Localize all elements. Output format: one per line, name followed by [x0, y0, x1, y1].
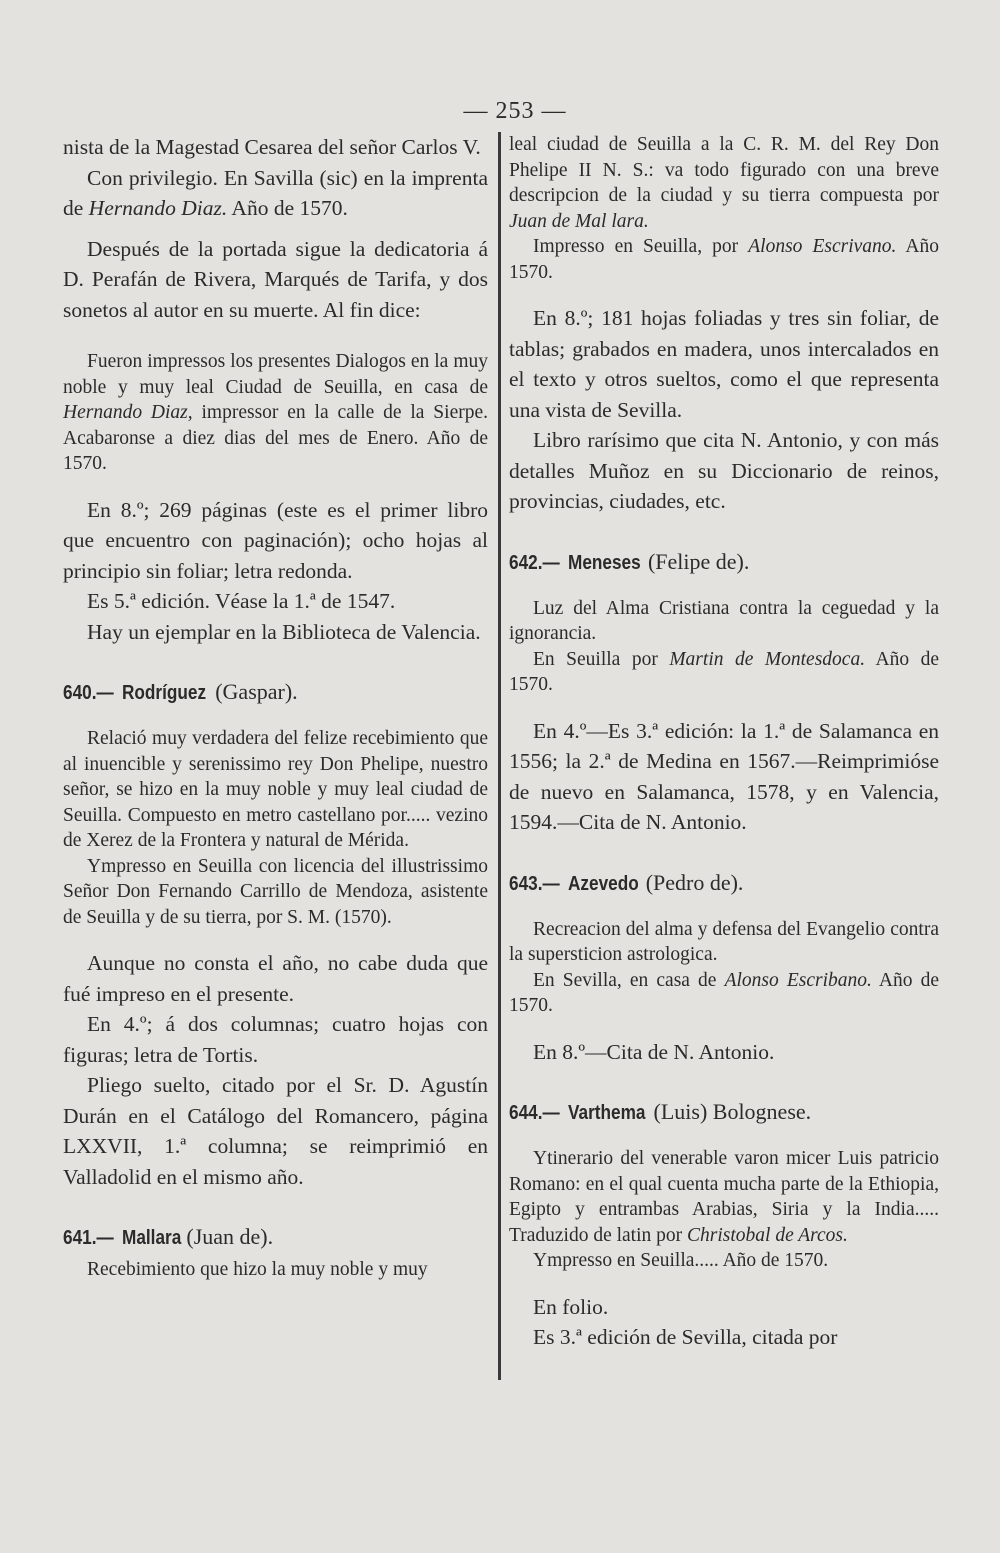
imprint: Impresso en Seuilla, por Alonso Escrivano. Año 1570. — [509, 236, 940, 283]
translator-name: Christobal de Arcos. — [687, 1224, 848, 1246]
printer-name: Hernando Diaz, — [63, 402, 193, 423]
paragraph: Libro rarísimo que cita N. Antonio, y con más detalles Muñoz en su Diccionario de reinos, provincias, ciudades, etc. — [509, 428, 939, 513]
author-name: Juan de Mal lara. — [509, 210, 649, 232]
paragraph: Con privilegio. En Savilla (sic) en la imprenta de Hernando Diaz. Año de 1570. — [63, 165, 488, 220]
paragraph: Hay un ejemplar en la Biblioteca de Valencia. — [87, 619, 481, 644]
paragraph: En 8.º—Cita de N. Antonio. — [533, 1039, 775, 1064]
paragraph: nista de la Magestad Cesarea del señor Carlos V. — [63, 135, 481, 159]
paragraph: En 8.º; 181 hojas foliadas y tres sin foliar, de tablas; grabados en madera, unos intercalados en el texto y otros sueltos, como el que representa una vista de Sevilla. — [509, 306, 939, 422]
printer-name: Martin de Montesdoca. — [669, 648, 866, 670]
quoted-colophon: Fueron impressos los presentes Dialogos en la muy noble y muy leal Ciudad de Seuilla, en casa de Hernando Diaz, impressor en la calle de la Sierpe. Acabaronse a diez dias del mes de Enero. Año de 1570. — [63, 351, 488, 474]
entry-heading-644: 644.— Varthema (Luis) Bolognese. — [509, 1099, 812, 1124]
printer-name: Alonso Escribano. — [724, 969, 872, 991]
book-title: Relació muy verdadera del felize recebimiento que al inuencible y serenissimo rey Don Phelipe, nuestro señor, se hizo en la muy noble y muy leal ciudad de Seuilla. Compuesto en metro castellano por..... vezino de Xerez de la Frontera y natural de Mérida. — [63, 728, 488, 851]
book-title: Recebimiento que hizo la muy noble y muy — [87, 1259, 428, 1280]
entry-heading-643: 643.— Azevedo (Pedro de). — [509, 869, 744, 895]
entry-heading-642: 642.— Meneses (Felipe de). — [509, 548, 750, 574]
imprint: En Seuilla por Martin de Montesdoca. Año de 1570. — [509, 648, 939, 695]
paragraph: Es 3.ª edición de Sevilla, citada por — [533, 1325, 838, 1349]
paragraph: En 4.º; á dos columnas; cuatro hojas con figuras; letra de Tortis. — [63, 1012, 488, 1067]
entry-heading-641: 641.— Mallara (Juan de). — [63, 1224, 274, 1249]
paragraph: En folio. — [533, 1294, 609, 1319]
paragraph: Aunque no consta el año, no cabe duda que fué impreso en el presente. — [63, 951, 488, 1006]
printer-name: Hernando Diaz. — [88, 196, 228, 220]
right-column — [509, 132, 939, 1353]
paragraph: En 8.º; 269 páginas (este es el primer libro que encuentro con paginación); ocho hojas al principio sin foliar; letra redonda. — [63, 497, 488, 583]
book-title: Luz del Alma Cristiana contra la ceguedad y la ignorancia. — [509, 597, 939, 644]
paragraph: Después de la portada sigue la dedicatoria á D. Perafán de Rivera, Marqués de Tarifa, y dos sonetos al autor en su muerte. Al fin dice: — [63, 236, 488, 322]
book-title: Recreacion del alma y defensa del Evangelio contra la supersticion astrologica. — [509, 918, 939, 965]
paragraph: En 4.º—Es 3.ª edición: la 1.ª de Salamanca en 1556; la 2.ª de Medina en 1567.—Reimprimióse de nuevo en Salamanca, 1578, y en Valencia, 1594.—Cita de N. Antonio. — [509, 718, 939, 834]
imprint: Ympresso en Seuilla con licencia del illustrissimo Señor Don Fernando Carrillo de Mendoza, asistente de Seuilla y de su tierra, por S. M. (1570). — [63, 855, 488, 928]
page-number: — 253 — — [463, 98, 567, 124]
imprint: Ympresso en Seuilla..... Año de 1570. — [533, 1250, 829, 1271]
entry-heading-640: 640.— Rodríguez (Gaspar). — [63, 679, 298, 704]
column-divider — [498, 132, 501, 1380]
paragraph: Pliego suelto, citado por el Sr. D. Agustín Durán en el Catálogo del Romancero, página LXXVII, 1.ª columna; se reimprimió en Valladolid en el mismo año. — [63, 1073, 488, 1189]
left-column — [63, 132, 488, 1283]
printer-name: Alonso Escrivano. — [748, 236, 897, 257]
imprint: En Sevilla, en casa de Alonso Escribano. Año de 1570. — [509, 969, 939, 1016]
book-title: Ytinerario del venerable varon micer Luis patricio Romano: en el qual cuenta mucha parte de la Ethiopia, Egipto y entrambas Arabias, Siria y la India..... Traduzido de latin por Christobal de Arcos. — [509, 1148, 939, 1246]
book-title: leal ciudad de Seuilla a la C. R. M. del Rey Don Phelipe II N. S.: va todo figurado con una breve descripcion de la ciudad y su tierra compuesta por Juan de Mal lara. — [509, 134, 939, 232]
paragraph: Es 5.ª edición. Véase la 1.ª de 1547. — [87, 589, 396, 613]
